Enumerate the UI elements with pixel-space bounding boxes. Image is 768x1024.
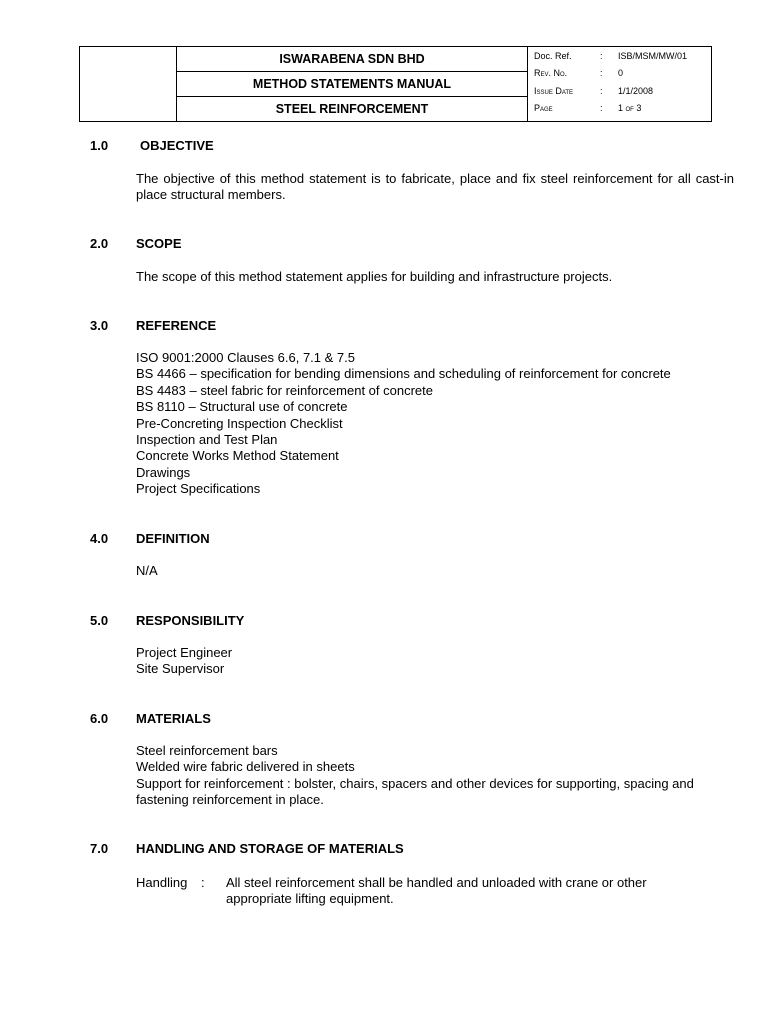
section-title: DEFINITION: [136, 531, 210, 546]
list-item: Steel reinforcement bars: [136, 743, 278, 758]
document-meta: [528, 47, 712, 122]
list-item: Inspection and Test Plan: [136, 432, 278, 448]
list-item: Welded wire fabric delivered in sheets: [136, 759, 355, 775]
objective-text: The objective of this method statement is to fabricate, place and fix steel reinforcement for all cast-in place structural members.: [136, 171, 734, 203]
section-number: 1.0: [90, 138, 109, 153]
company-name: ISWARABENA SDN BHD: [177, 47, 528, 72]
section-number: 3.0: [90, 318, 109, 333]
section-number: 7.0: [90, 841, 109, 856]
list-item: ISO 9001:2000 Clauses 6.6, 7.1 & 7.5: [136, 350, 355, 365]
logo-cell: [80, 47, 177, 122]
meta-rev-no: [528, 65, 711, 83]
manual-title: METHOD STATEMENTS MANUAL: [177, 72, 528, 97]
scope-text: The scope of this method statement applies for building and infrastructure projects.: [136, 269, 613, 284]
section-title: REFERENCE: [136, 318, 217, 333]
meta-page: [528, 100, 711, 118]
subject-title: STEEL REINFORCEMENT: [177, 97, 528, 122]
materials-support-text: Support for reinforcement : bolster, chairs, spacers and other devices for supporting, spacing and fastening reinforcement in place.: [136, 776, 694, 808]
meta-label: Rev. No.: [534, 68, 568, 79]
list-item: Project Engineer: [136, 645, 233, 660]
list-item: Concrete Works Method Statement: [136, 448, 339, 464]
meta-issue-date: [528, 82, 711, 100]
meta-colon: :: [600, 68, 603, 79]
definition-text: N/A: [136, 563, 158, 578]
meta-value: ISB/MSM/MW/01: [618, 50, 688, 61]
section-title: MATERIALS: [136, 711, 211, 726]
meta-label: Issue Date: [534, 85, 574, 96]
meta-value: 1 of 3: [618, 103, 642, 114]
section-number: 6.0: [90, 711, 109, 726]
handling-text: All steel reinforcement shall be handled and unloaded with crane or other appropriate lifting equipment.: [226, 875, 647, 907]
meta-colon: :: [600, 50, 603, 61]
section-title: SCOPE: [136, 236, 182, 251]
meta-colon: :: [600, 85, 603, 96]
list-item: BS 8110 – Structural use of concrete: [136, 399, 348, 415]
meta-value: 0: [618, 68, 624, 79]
meta-label: Page: [534, 103, 553, 114]
meta-value: 1/1/2008: [618, 85, 654, 96]
list-item: BS 4466 – specification for bending dimensions and scheduling of reinforcement for concrete: [136, 366, 671, 382]
document-header-table: [79, 46, 712, 122]
handling-label: Handling: [136, 875, 188, 890]
section-number: 2.0: [90, 236, 109, 251]
section-title: OBJECTIVE: [140, 138, 214, 153]
list-item: Pre-Concreting Inspection Checklist: [136, 415, 343, 431]
list-item: Project Specifications: [136, 481, 261, 497]
list-item: BS 4483 – steel fabric for reinforcement of concrete: [136, 382, 433, 398]
reference-list: [136, 350, 671, 498]
section-number: 4.0: [90, 531, 109, 546]
section-number: 5.0: [90, 613, 109, 628]
handling-colon: :: [201, 875, 205, 890]
section-title: RESPONSIBILITY: [136, 613, 245, 628]
list-item: Drawings: [136, 464, 191, 480]
meta-label: Doc. Ref.: [534, 50, 572, 61]
section-title: HANDLING AND STORAGE OF MATERIALS: [136, 841, 404, 856]
meta-doc-ref: [528, 47, 711, 65]
meta-colon: :: [600, 103, 603, 114]
list-item: Site Supervisor: [136, 661, 225, 677]
materials-list: [136, 743, 355, 776]
responsibility-list: [136, 645, 232, 678]
